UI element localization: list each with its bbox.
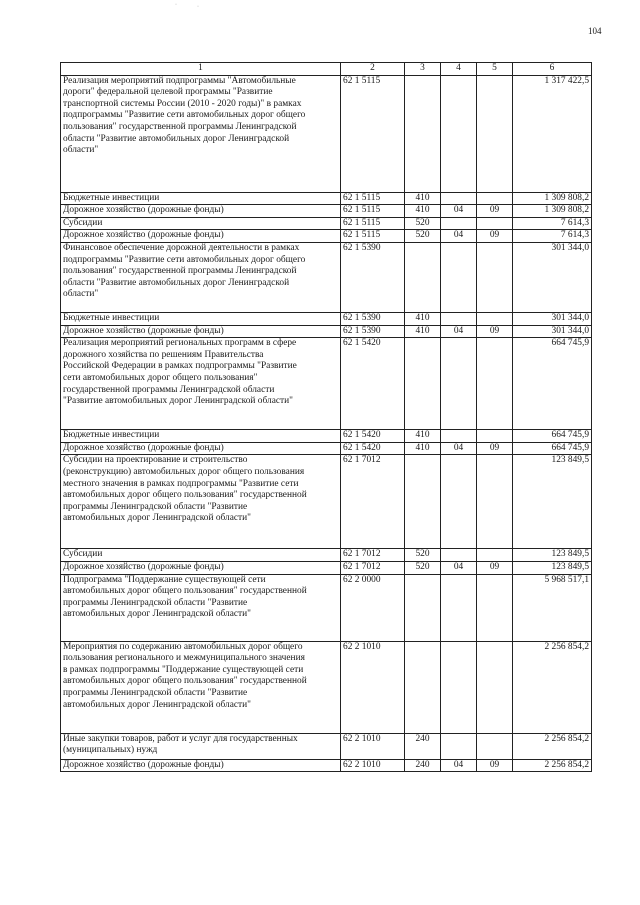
row-name-cell: Бюджетные инвестиции — [61, 430, 341, 443]
section-cell — [441, 242, 477, 312]
target-code-cell: 62 1 5390 — [341, 325, 405, 338]
table-row — [61, 561, 592, 574]
section-cell — [441, 733, 477, 759]
subsection-cell: 09 — [477, 325, 513, 338]
row-name-cell: Бюджетные инвестиции — [61, 312, 341, 325]
section-cell — [441, 75, 477, 192]
table-row — [61, 217, 592, 230]
table-row — [61, 312, 592, 325]
row-name-cell: Мероприятия по содержанию автомобильных дорог общего пользования регионального и межмуниципального значения в рамках подпрограммы "Поддержание существующей сети автомобильных дорог общего пользования" государственной программы Ленинградской области "Развитие автомобильных дорог Ленинградской области" — [61, 641, 341, 733]
table-row — [61, 242, 592, 312]
amount-cell: 1 309 808,2 — [513, 205, 592, 218]
table-row — [61, 325, 592, 338]
table-row — [61, 455, 592, 549]
table-row — [61, 733, 592, 759]
expense-type-cell: 410 — [405, 192, 441, 205]
expense-type-cell — [405, 641, 441, 733]
budget-table — [60, 62, 592, 772]
target-code-cell: 62 1 5115 — [341, 75, 405, 192]
table-row — [61, 230, 592, 243]
row-name-cell: Дорожное хозяйство (дорожные фонды) — [61, 561, 341, 574]
row-name-cell: Субсидии — [61, 549, 341, 562]
scan-speck: · — [175, 2, 177, 8]
row-name-cell: Дорожное хозяйство (дорожные фонды) — [61, 205, 341, 218]
table-row — [61, 442, 592, 455]
table-row — [61, 549, 592, 562]
scan-speck: · — [197, 4, 199, 10]
target-code-cell: 62 1 5420 — [341, 338, 405, 430]
section-cell: 04 — [441, 442, 477, 455]
table-row — [61, 338, 592, 430]
section-cell: 04 — [441, 759, 477, 772]
expense-type-cell — [405, 242, 441, 312]
target-code-cell: 62 1 5115 — [341, 230, 405, 243]
expense-type-cell — [405, 338, 441, 430]
row-name-cell: Бюджетные инвестиции — [61, 192, 341, 205]
section-cell — [441, 338, 477, 430]
amount-cell: 7 614,3 — [513, 230, 592, 243]
section-cell — [441, 312, 477, 325]
row-name-cell: Реализация мероприятий подпрограммы "Автомобильные дороги" федеральной целевой программы "Развитие транспортной системы России (2010 - 2020 годы)" в рамках подпрограммы "Развитие сети автомобильных дорог общего пользования" государственной программы Ленинградской области "Развитие автомобильных дорог Ленинградской области" — [61, 75, 341, 192]
target-code-cell: 62 2 1010 — [341, 759, 405, 772]
table-row — [61, 75, 592, 192]
amount-cell: 1 309 808,2 — [513, 192, 592, 205]
expense-type-cell: 240 — [405, 733, 441, 759]
expense-type-cell — [405, 455, 441, 549]
subsection-cell — [477, 733, 513, 759]
table-row — [61, 192, 592, 205]
amount-cell: 5 968 517,1 — [513, 574, 592, 641]
subsection-cell — [477, 192, 513, 205]
subsection-cell — [477, 641, 513, 733]
subsection-cell: 09 — [477, 230, 513, 243]
subsection-cell: 09 — [477, 759, 513, 772]
amount-cell: 301 344,0 — [513, 312, 592, 325]
expense-type-cell: 410 — [405, 205, 441, 218]
target-code-cell: 62 2 1010 — [341, 641, 405, 733]
target-code-cell: 62 1 5115 — [341, 205, 405, 218]
section-cell — [441, 549, 477, 562]
amount-cell: 664 745,9 — [513, 442, 592, 455]
section-cell — [441, 574, 477, 641]
row-name-cell: Дорожное хозяйство (дорожные фонды) — [61, 442, 341, 455]
expense-type-cell: 520 — [405, 230, 441, 243]
target-code-cell: 62 1 5420 — [341, 442, 405, 455]
amount-cell: 664 745,9 — [513, 430, 592, 443]
row-name-cell: Реализация мероприятий региональных программ в сфере дорожного хозяйства по решениям Правительства Российской Федерации в рамках подпрограммы "Развитие сети автомобильных дорог общего пользования" государственной программы Ленинградской области "Развитие автомобильных дорог Ленинградской области" — [61, 338, 341, 430]
row-name-cell: Дорожное хозяйство (дорожные фонды) — [61, 325, 341, 338]
section-cell — [441, 430, 477, 443]
amount-cell: 123 849,5 — [513, 455, 592, 549]
subsection-cell: 09 — [477, 205, 513, 218]
row-name-cell: Дорожное хозяйство (дорожные фонды) — [61, 230, 341, 243]
target-code-cell: 62 2 0000 — [341, 574, 405, 641]
table-row — [61, 205, 592, 218]
amount-cell: 1 317 422,5 — [513, 75, 592, 192]
page-number: 104 — [588, 26, 602, 36]
target-code-cell: 62 1 5115 — [341, 217, 405, 230]
row-name-cell: Субсидии — [61, 217, 341, 230]
amount-cell: 301 344,0 — [513, 242, 592, 312]
expense-type-cell — [405, 574, 441, 641]
row-name-cell: Подпрограмма "Поддержание существующей сети автомобильных дорог общего пользования" государственной программы Ленинградской области "Развитие автомобильных дорог Ленинградской области" — [61, 574, 341, 641]
column-number: 1 — [61, 63, 341, 76]
row-name-cell: Субсидии на проектирование и строительство (реконструкцию) автомобильных дорог общего пользования местного значения в рамках подпрограммы "Развитие сети автомобильных дорог общего пользования" государственной программы Ленинградской области "Развитие автомобильных дорог Ленинградской области" — [61, 455, 341, 549]
subsection-cell: 09 — [477, 561, 513, 574]
target-code-cell: 62 1 7012 — [341, 549, 405, 562]
column-number: 2 — [341, 63, 405, 76]
row-name-cell: Дорожное хозяйство (дорожные фонды) — [61, 759, 341, 772]
section-cell — [441, 641, 477, 733]
subsection-cell — [477, 430, 513, 443]
expense-type-cell — [405, 75, 441, 192]
expense-type-cell: 240 — [405, 759, 441, 772]
amount-cell: 2 256 854,2 — [513, 759, 592, 772]
table-row — [61, 574, 592, 641]
row-name-cell: Иные закупки товаров, работ и услуг для государственных (муниципальных) нужд — [61, 733, 341, 759]
section-cell — [441, 455, 477, 549]
target-code-cell: 62 1 7012 — [341, 561, 405, 574]
column-number: 5 — [477, 63, 513, 76]
column-number: 3 — [405, 63, 441, 76]
table-row — [61, 759, 592, 772]
row-name-cell: Финансовое обеспечение дорожной деятельности в рамках подпрограммы "Развитие сети автомобильных дорог общего пользования" государственной программы Ленинградской области "Развитие автомобильных дорог Ленинградской области" — [61, 242, 341, 312]
expense-type-cell: 520 — [405, 561, 441, 574]
amount-cell: 2 256 854,2 — [513, 641, 592, 733]
subsection-cell — [477, 574, 513, 641]
expense-type-cell: 410 — [405, 442, 441, 455]
subsection-cell — [477, 242, 513, 312]
table-row — [61, 430, 592, 443]
target-code-cell: 62 1 7012 — [341, 455, 405, 549]
expense-type-cell: 520 — [405, 549, 441, 562]
column-number: 6 — [513, 63, 592, 76]
subsection-cell — [477, 312, 513, 325]
amount-cell: 123 849,5 — [513, 549, 592, 562]
target-code-cell: 62 1 5390 — [341, 242, 405, 312]
amount-cell: 123 849,5 — [513, 561, 592, 574]
section-cell — [441, 217, 477, 230]
expense-type-cell: 520 — [405, 217, 441, 230]
section-cell: 04 — [441, 230, 477, 243]
amount-cell: 664 745,9 — [513, 338, 592, 430]
column-number: 4 — [441, 63, 477, 76]
section-cell: 04 — [441, 325, 477, 338]
table-row — [61, 641, 592, 733]
amount-cell: 7 614,3 — [513, 217, 592, 230]
target-code-cell: 62 2 1010 — [341, 733, 405, 759]
subsection-cell — [477, 217, 513, 230]
amount-cell: 301 344,0 — [513, 325, 592, 338]
subsection-cell — [477, 75, 513, 192]
target-code-cell: 62 1 5115 — [341, 192, 405, 205]
expense-type-cell: 410 — [405, 430, 441, 443]
target-code-cell: 62 1 5390 — [341, 312, 405, 325]
target-code-cell: 62 1 5420 — [341, 430, 405, 443]
column-number-row — [61, 63, 592, 76]
expense-type-cell: 410 — [405, 325, 441, 338]
subsection-cell — [477, 455, 513, 549]
section-cell — [441, 192, 477, 205]
amount-cell: 2 256 854,2 — [513, 733, 592, 759]
subsection-cell: 09 — [477, 442, 513, 455]
subsection-cell — [477, 549, 513, 562]
expense-type-cell: 410 — [405, 312, 441, 325]
section-cell: 04 — [441, 561, 477, 574]
section-cell: 04 — [441, 205, 477, 218]
subsection-cell — [477, 338, 513, 430]
